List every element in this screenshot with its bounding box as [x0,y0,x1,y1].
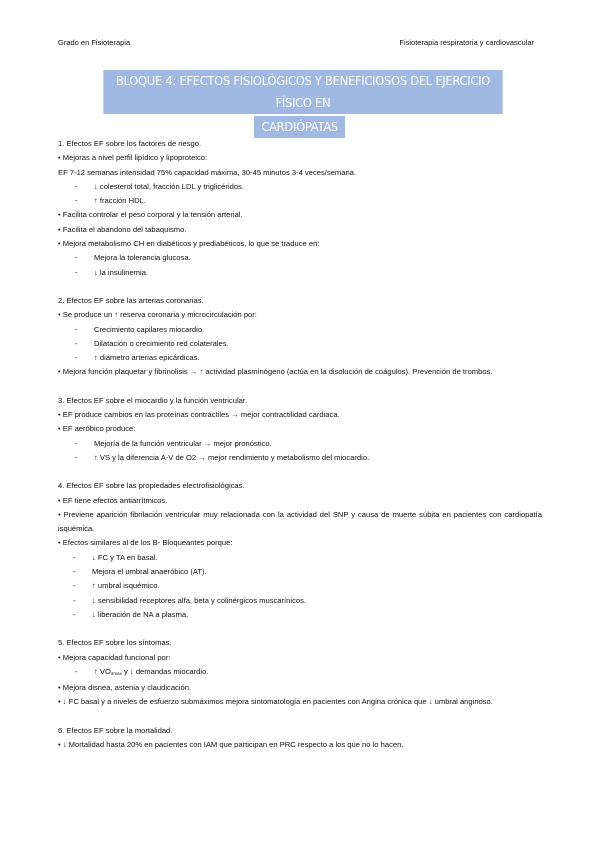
dash-marker: - [73,595,76,605]
bullet-item: • ↓ FC basal y a niveles de esfuerzo submáximos mejora sintomatología en pacientes con Angina crónica que ↓ umbral anginoso. [58,697,493,707]
sub-item [58,579,542,593]
dash-marker: - [75,181,78,191]
bullet-item: • EF tiene efectos antiarrítmicos. [58,495,168,505]
chapter-banner [86,70,514,138]
sub-item [58,608,542,622]
dash-marker: - [75,353,78,363]
sub-item [58,594,542,608]
chapter-title-line-2: CARDIÓPATAS [254,116,345,138]
section-5 [58,636,542,709]
section-title: 3. Efectos EF sobre el miocardio y la función ventricular. [58,395,248,405]
sub-item-text: Crecimiento capilares miocardio. [94,324,205,334]
sub-item [58,351,542,365]
dash-marker: - [75,267,78,277]
sub-item-text: Mejora el umbral anaeróbico (AT). [92,567,207,577]
sub-item [58,451,542,465]
sub-item [58,180,542,194]
bullet-item: • EF aeróbico produce: [58,424,136,434]
sub-item [58,266,542,280]
dash-marker: - [75,196,78,206]
sub-item [58,251,542,265]
sub-item-text: ↓ colesterol total, fracción LDL y triglicéridos. [94,181,244,191]
sub-item-text: ↓ la insulinemia. [94,267,149,277]
sub-item-text: ↓ liberación de NA a plasma. [92,609,189,619]
sub-item [58,323,542,337]
section-title: 2. Efectos EF sobre las arterias coronarias. [58,295,204,305]
dash-marker: - [75,324,78,334]
vo2-subscript: 2max [110,670,122,676]
section-title: 6. Efectos EF sobre la mortalidad. [58,725,173,735]
bullet-item: • Previene aparición fibrilación ventricular muy relacionada con la actividad del SNP y causa de muerte súbita en pacientes con cardiopatía isquémica. [58,509,542,534]
sub-item-text: Mejora la tolerancia glucosa. [94,253,191,263]
bullet-item: • EF produce cambios en las proteínas contráctiles → mejor contractilidad cardiaca. [58,410,340,420]
section-6 [58,724,542,753]
sub-item-text: Mejoría de la función ventricular → mejor pronóstico. [94,438,272,448]
sub-item-text: ↑ fracción HDL. [94,196,146,206]
bullet-item: • Facilita controlar el peso corporal y la tensión arterial. [58,210,243,220]
sub-item [58,437,542,451]
bullet-item: • Efectos similares al de los B- Bloqueantes porque: [58,538,233,548]
section-title: 5. Efectos EF sobre los síntomas. [58,638,172,648]
bullet-item: • Mejora metabolismo CH en diabéticos y prediabéticos, lo que se traduce en: [58,239,320,249]
section-title: 4. Efectos EF sobre las propiedades electrofisiológicas. [58,481,245,491]
sub-item-text: ↓ sensibilidad receptores alfa, beta y colinérgicos muscarínicos. [92,595,306,605]
dash-marker: - [73,567,76,577]
section-title: 1. Efectos EF sobre los factores de riesgo. [58,139,202,148]
section-1 [58,137,542,280]
bullet-item: • Mejora función plaquetar y fibrinolisis → ↑ actividad plasminógeno (actúa en la disolución de coágulos). Prevención de trombos. [58,367,493,377]
document-body [58,137,542,766]
dash-marker: - [73,581,76,591]
sub-item-text: Dilatación o crecimiento red colaterales. [94,338,229,348]
paragraph: EF 7-12 semanas intensidad 75% capacidad máxima, 30-45 minutos 3-4 veces/semana. [58,167,357,177]
bullet-item: • Mejora capacidad funcional por: [58,652,171,662]
dash-marker: - [75,666,78,676]
bullet-item: • Se produce un ↑ reserva coronaria y microcirculación por: [58,310,257,320]
chapter-title-line-1: BLOQUE 4: EFECTOS FISIOLÓGICOS Y BENEFICIOSOS DEL EJERCICIO FÍSICO EN [103,70,502,114]
sub-item-text: ↓ FC y TA en basal. [92,552,158,562]
bullet-item: • Facilita el abandono del tabaquismo. [58,224,187,234]
dash-marker: - [75,452,78,462]
sub-item-text: ↑ diámetro arterias epicárdicas. [94,353,200,363]
section-4 [58,479,542,622]
sub-item [58,551,542,565]
sub-item [58,665,542,681]
vo2-text: ↑ VO [94,666,111,676]
vo2-rest: y ↓ demandas miocardio. [121,666,209,676]
section-2 [58,294,542,380]
dash-marker: - [73,552,76,562]
bullet-item: • Mejoras a nivel perfil lipídico y lipoproteico: [58,153,208,163]
header-subject: Fisioterapia respiratoria y cardiovascular [399,38,534,47]
dash-marker: - [75,338,78,348]
dash-marker: - [75,253,78,263]
section-3 [58,394,542,465]
sub-item [58,194,542,208]
sub-item [58,337,542,351]
header-course: Grado en Fisioterapia [58,38,131,47]
dash-marker: - [73,609,76,619]
dash-marker: - [75,438,78,448]
page-header [58,38,534,47]
sub-item [58,565,542,579]
sub-item-text: ↑ umbral isquémico. [92,581,160,591]
bullet-item: • ↓ Mortalidad hasta 20% en pacientes con IAM que participan en PRC respecto a los que no lo hacen. [58,739,404,749]
sub-item-text: ↑ VS y la diferencia A-V de O2 → mejor rendimiento y metabolismo del miocardio. [94,452,370,462]
bullet-item: • Mejora disnea, astenia y claudicación. [58,683,192,693]
